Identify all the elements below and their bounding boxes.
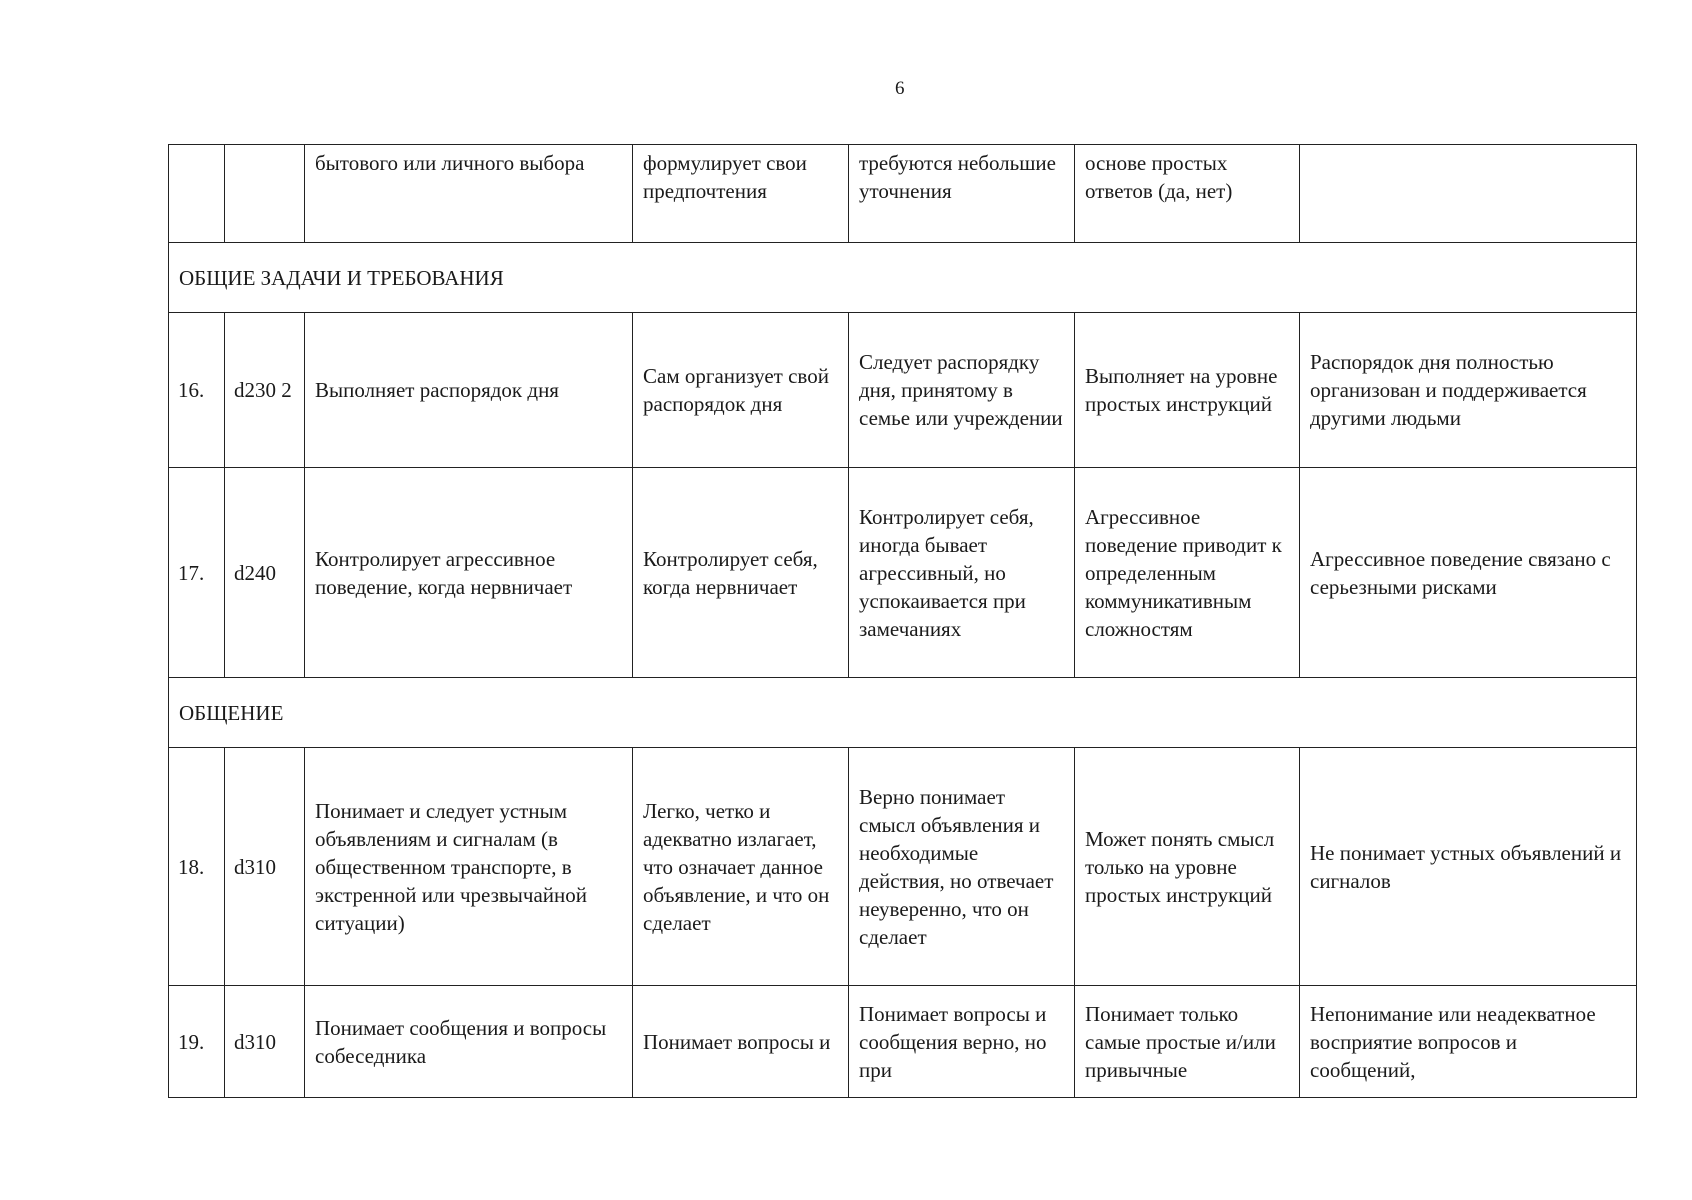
level2-cell: Верно понимает смысл объявления и необходимые действия, но отвечает неуверенно, что он сделает (849, 748, 1075, 986)
section-heading: ОБЩИЕ ЗАДАЧИ И ТРЕБОВАНИЯ (169, 243, 1637, 313)
level1-cell: формулирует свои предпочтения (633, 145, 849, 243)
level4-cell: Агрессивное поведение связано с серьезными рисками (1300, 468, 1637, 678)
row-number: 17. (169, 468, 225, 678)
row-number: 19. (169, 986, 225, 1098)
level2-cell: Понимает вопросы и сообщения верно, но при (849, 986, 1075, 1098)
level4-cell: Распорядок дня полностью организован и поддерживается другими людьми (1300, 313, 1637, 468)
section-row-communication (169, 678, 1637, 748)
page-number: 6 (895, 78, 905, 99)
row-code: d240 (225, 468, 305, 678)
level2-cell: Контролирует себя, иногда бывает агрессивный, но успокаивается при замечаниях (849, 468, 1075, 678)
level4-cell: Не понимает устных объявлений и сигналов (1300, 748, 1637, 986)
level4-cell: Непонимание или неадекватное восприятие вопросов и сообщений, (1300, 986, 1637, 1098)
table-row (169, 468, 1637, 678)
level3-cell: Выполняет на уровне простых инструкций (1075, 313, 1300, 468)
level1-cell: Сам организует свой распорядок дня (633, 313, 849, 468)
level3-cell: Понимает только самые простые и/или привычные (1075, 986, 1300, 1098)
activity-cell: Выполняет распорядок дня (305, 313, 633, 468)
row-number: 18. (169, 748, 225, 986)
assessment-table (168, 144, 1637, 1098)
level1-cell: Легко, четко и адекватно излагает, что означает данное объявление, и что он сделает (633, 748, 849, 986)
table-row (169, 748, 1637, 986)
activity-cell: бытового или личного выбора (305, 145, 633, 243)
activity-cell: Понимает и следует устным объявлениям и сигналам (в общественном транспорте, в экстренной или чрезвычайной ситуации) (305, 748, 633, 986)
activity-cell: Понимает сообщения и вопросы собеседника (305, 986, 633, 1098)
level2-cell: Следует распорядку дня, принятому в семье или учреждении (849, 313, 1075, 468)
level2-cell: требуются небольшие уточнения (849, 145, 1075, 243)
level3-cell: Агрессивное поведение приводит к определенным коммуникативным сложностям (1075, 468, 1300, 678)
row-code (225, 145, 305, 243)
row-number: 16. (169, 313, 225, 468)
level1-cell: Контролирует себя, когда нервничает (633, 468, 849, 678)
table-row (169, 986, 1637, 1098)
level3-cell: Может понять смысл только на уровне простых инструкций (1075, 748, 1300, 986)
level4-cell (1300, 145, 1637, 243)
row-code: d310 (225, 748, 305, 986)
table-row (169, 313, 1637, 468)
row-number (169, 145, 225, 243)
table-row-continuation (169, 145, 1637, 243)
section-row-general-tasks (169, 243, 1637, 313)
row-code: d230 2 (225, 313, 305, 468)
activity-cell: Контролирует агрессивное поведение, когда нервничает (305, 468, 633, 678)
level1-cell: Понимает вопросы и (633, 986, 849, 1098)
level3-cell: основе простых ответов (да, нет) (1075, 145, 1300, 243)
row-code: d310 (225, 986, 305, 1098)
section-heading: ОБЩЕНИЕ (169, 678, 1637, 748)
